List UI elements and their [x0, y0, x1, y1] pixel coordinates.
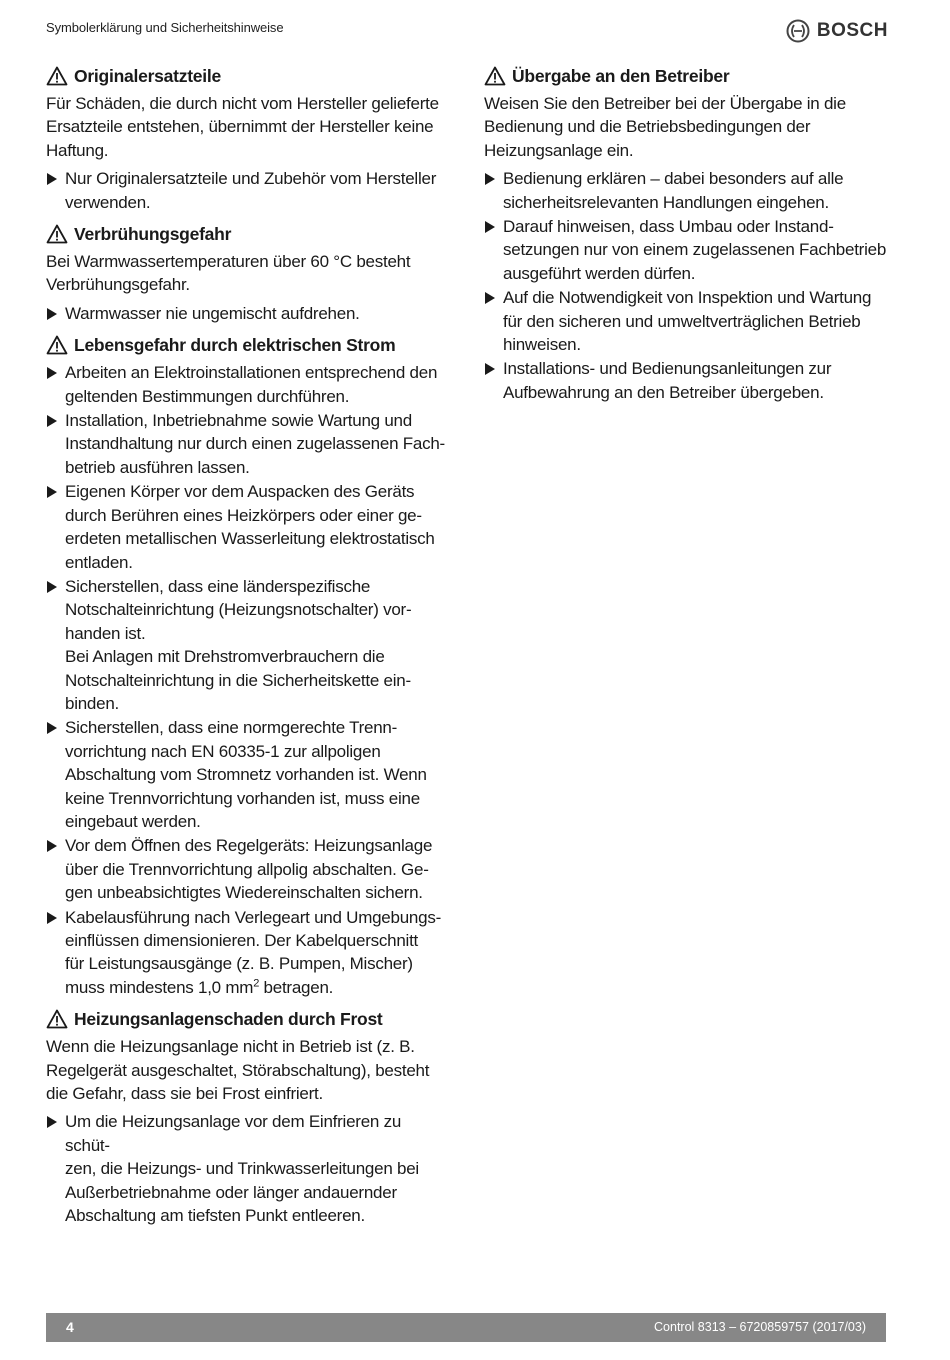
- bullet-arrow-icon: [47, 308, 57, 320]
- text-line: über die Trennvorrichtung allpolig abschalten. Ge-: [65, 859, 429, 879]
- text-line: geltenden Bestimmungen durchführen.: [65, 386, 350, 406]
- section-frostschaden: [46, 1007, 450, 1227]
- paragraph: [46, 92, 450, 162]
- bullet-arrow-icon: [47, 415, 57, 427]
- text-line: Notschalteinrichtung in die Sicherheitskette ein-: [65, 670, 411, 690]
- bullet-item: [484, 286, 888, 356]
- warning-icon: [46, 66, 68, 86]
- warning-icon: [484, 66, 506, 86]
- bullet-arrow-icon: [47, 486, 57, 498]
- left-column: [46, 64, 450, 1235]
- text-line: setzungen nur von einem zugelassenen Fachbetrieb: [503, 240, 887, 260]
- bullet-item: [484, 215, 888, 285]
- heading-text: Heizungsanlagenschaden durch Frost: [74, 1009, 383, 1030]
- text-line: Nur Originalersatzteile und Zubehör vom Hersteller: [65, 169, 437, 189]
- text-line: vorrichtung nach EN 60335-1 zur allpoligen: [65, 741, 381, 761]
- heading-text: Lebensgefahr durch elektrischen Strom: [74, 335, 396, 356]
- section-heading: [46, 64, 450, 88]
- superscript: 2: [253, 977, 260, 990]
- right-column: [484, 64, 888, 412]
- text-fragment: betragen.: [259, 977, 334, 997]
- bullet-arrow-icon: [47, 840, 57, 852]
- bullet-item: [46, 361, 450, 408]
- text-line: Auf die Notwendigkeit von Inspektion und Wartung: [503, 288, 872, 308]
- text-line: Regelgerät ausgeschaltet, Störabschaltung), besteht: [46, 1060, 430, 1080]
- text-line: Vor dem Öffnen des Regelgeräts: Heizungsanlage: [65, 836, 433, 856]
- text-line: Bei Warmwassertemperaturen über 60 °C besteht: [46, 252, 411, 272]
- bullet-arrow-icon: [47, 367, 57, 379]
- warning-icon: [46, 335, 68, 355]
- text-line: [65, 976, 450, 999]
- text-line: handen ist.: [65, 623, 146, 643]
- bullet-item: [46, 575, 450, 715]
- text-line: Weisen Sie den Betreiber bei der Übergabe in die: [484, 94, 846, 113]
- text-line: eingebaut werden.: [65, 811, 201, 831]
- text-line: Installation, Inbetriebnahme sowie Wartung und: [65, 411, 412, 431]
- bullet-arrow-icon: [485, 221, 495, 233]
- text-line: Abschaltung vom Stromnetz vorhanden ist. Wenn: [65, 765, 427, 785]
- paragraph: [46, 1035, 450, 1105]
- logo-text: BOSCH: [816, 20, 888, 41]
- text-line: für den sicheren und umweltverträglichen Betrieb: [503, 311, 861, 331]
- text-line: durch Berühren eines Heizkörpers oder einer ge-: [65, 505, 422, 525]
- text-line: Bedienung erklären – dabei besonders auf alle: [503, 169, 844, 189]
- text-line: Bei Anlagen mit Drehstromverbrauchern die: [65, 647, 385, 667]
- bullet-item: [46, 302, 450, 325]
- bullet-item: [46, 716, 450, 833]
- text-line: für Leistungsausgänge (z. B. Pumpen, Mischer): [65, 954, 413, 974]
- bullet-item: [46, 167, 450, 214]
- text-line: Kabelausführung nach Verlegeart und Umgebungs-: [65, 907, 441, 927]
- text-line: Außerbetriebnahme oder länger andauernder: [65, 1182, 397, 1202]
- text-line: Bedienung und die Betriebsbedingungen der: [484, 117, 811, 137]
- text-line: erdeten metallischen Wasserleitung elektrostatisch: [65, 529, 435, 549]
- page-header: [46, 18, 888, 48]
- heading-text: Originalersatzteile: [74, 66, 221, 86]
- section-lebensgefahr-strom: [46, 333, 450, 999]
- text-line: betrieb ausführen lassen.: [65, 457, 250, 477]
- bullet-arrow-icon: [47, 173, 57, 185]
- bosch-logo: [786, 18, 888, 44]
- bosch-armature-icon: [786, 19, 810, 43]
- page-number: 4: [66, 1319, 74, 1335]
- bullet-item: [46, 1110, 450, 1227]
- section-uebergabe-betreiber: [484, 64, 888, 404]
- bullet-arrow-icon: [47, 912, 57, 924]
- bullet-item: [46, 409, 450, 479]
- bullet-arrow-icon: [47, 722, 57, 734]
- bullet-arrow-icon: [485, 292, 495, 304]
- text-line: Instandhaltung nur durch einen zugelassenen Fach-: [65, 434, 445, 454]
- text-line: binden.: [65, 693, 120, 713]
- text-line: hinweisen.: [503, 335, 581, 355]
- section-originalersatzteile: [46, 64, 450, 214]
- text-line: Sicherstellen, dass eine länderspezifische: [65, 576, 371, 596]
- bullet-arrow-icon: [47, 1116, 57, 1128]
- text-line: Heizungsanlage ein.: [484, 140, 634, 160]
- text-fragment: muss mindestens 1,0 mm: [65, 977, 254, 997]
- text-line: Um die Heizungsanlage vor dem Einfrieren zu schüt-: [65, 1112, 402, 1155]
- heading-text: Verbrühungsgefahr: [74, 224, 232, 245]
- text-line: verwenden.: [65, 192, 151, 212]
- text-line: Darauf hinweisen, dass Umbau oder Instand-: [503, 217, 834, 237]
- text-line: einflüssen dimensionieren. Der Kabelquerschnitt: [65, 931, 419, 950]
- section-verbruehungsgefahr: [46, 222, 450, 325]
- paragraph: [46, 250, 450, 297]
- paragraph: [484, 92, 888, 162]
- section-heading: [46, 222, 450, 246]
- text-line: Installations- und Bedienungsanleitungen zur: [503, 359, 832, 379]
- section-heading: [46, 1007, 450, 1031]
- text-line: Aufbewahrung an den Betreiber übergeben.: [503, 382, 824, 402]
- bullet-item: [46, 834, 450, 904]
- warning-icon: [46, 1009, 68, 1029]
- text-line: Warmwasser nie ungemischt aufdrehen.: [65, 303, 360, 323]
- text-line: Eigenen Körper vor dem Auspacken des Geräts: [65, 482, 415, 502]
- bullet-item: [46, 906, 450, 1000]
- text-line: keine Trennvorrichtung vorhanden ist, muss eine: [65, 788, 420, 808]
- text-line: Für Schäden, die durch nicht vom Hersteller gelieferte: [46, 94, 439, 113]
- text-line: Ersatzteile entstehen, übernimmt der Hersteller keine: [46, 117, 434, 137]
- page-footer: [46, 1313, 886, 1342]
- warning-icon: [46, 224, 68, 244]
- text-line: Abschaltung am tiefsten Punkt entleeren.: [65, 1206, 365, 1226]
- section-heading: [46, 333, 450, 357]
- text-line: sicherheitsrelevanten Handlungen eingehen.: [503, 192, 829, 212]
- document-reference: Control 8313 – 6720859757 (2017/03): [654, 1320, 866, 1334]
- text-line: die Gefahr, dass sie bei Frost einfriert.: [46, 1084, 323, 1104]
- header-title: Symbolerklärung und Sicherheitshinweise: [46, 20, 284, 35]
- text-line: Haftung.: [46, 140, 109, 160]
- bullet-arrow-icon: [485, 173, 495, 185]
- bullet-item: [484, 167, 888, 214]
- text-line: zen, die Heizungs- und Trinkwasserleitungen bei: [65, 1159, 419, 1179]
- bullet-item: [46, 480, 450, 574]
- bullet-item: [484, 357, 888, 404]
- bullet-arrow-icon: [47, 581, 57, 593]
- text-line: Arbeiten an Elektroinstallationen entsprechend den: [65, 363, 438, 383]
- heading-text: Übergabe an den Betreiber: [512, 66, 730, 86]
- text-line: Notschalteinrichtung (Heizungsnotschalter) vor-: [65, 600, 412, 620]
- text-line: gen unbeabsichtigtes Wiedereinschalten sichern.: [65, 883, 423, 903]
- text-line: entladen.: [65, 552, 133, 572]
- section-heading: [484, 64, 888, 88]
- bullet-arrow-icon: [485, 363, 495, 375]
- text-line: Wenn die Heizungsanlage nicht in Betrieb ist (z. B.: [46, 1037, 415, 1057]
- text-line: Sicherstellen, dass eine normgerechte Trenn-: [65, 718, 398, 738]
- text-line: ausgeführt werden dürfen.: [503, 263, 696, 283]
- text-line: Verbrühungsgefahr.: [46, 275, 190, 295]
